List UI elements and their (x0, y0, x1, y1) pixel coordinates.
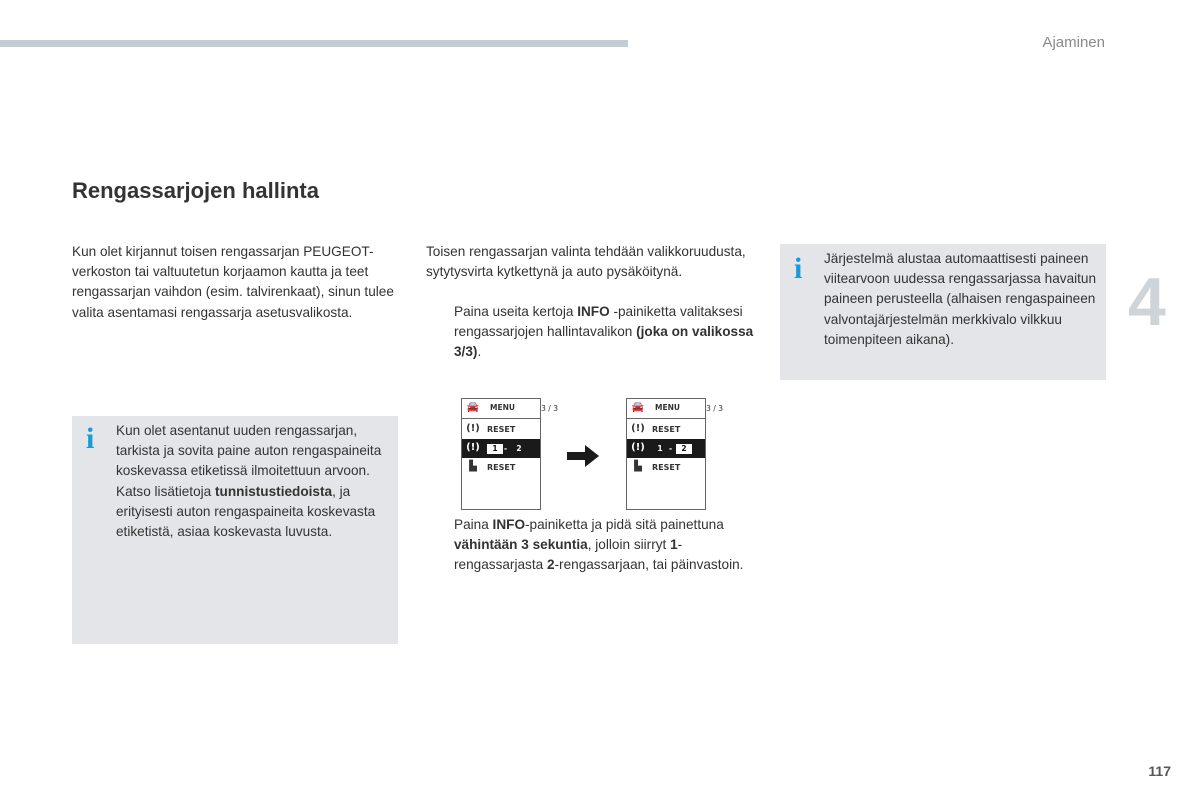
menu-row: 🚘 MENU 3 / 3 (466, 402, 558, 413)
tyre-set-row: (!) 1 - 2 (627, 439, 705, 458)
section-name: Ajaminen (1042, 34, 1105, 51)
car-icon: 🚘 (631, 402, 645, 413)
tyre-pressure-icon: (!) (631, 423, 645, 434)
header-bar (0, 40, 628, 47)
factory-icon: ▙ (469, 461, 477, 472)
tyre-pressure-icon: (!) (466, 423, 480, 434)
factory-reset-row: ▙ RESET (627, 458, 705, 477)
intro-paragraph: Kun olet kirjannut toisen rengassarjan PEUGEOT-verkoston tai valtuutetun korjaamon kautta ja teet rengassarjan vaihdon (esim. talvirenkaat), sinun tulee valita asentamasi rengassarja asetusvalikosta. (72, 244, 394, 320)
factory-icon: ▙ (634, 461, 642, 472)
selection-paragraph: Toisen rengassarjan valinta tehdään valikkoruudusta, sytytysvirta kytkettynä ja auto pysäköitynä. (426, 244, 746, 280)
reset-row: (!) RESET (631, 423, 681, 434)
tyre-set-row: (!) 1 - 2 (462, 439, 540, 458)
info-note-text: Järjestelmä alustaa automaattisesti paineen viitearvoon uudessa rengassarjassa havaitun paineen perusteella (alhaisen rengaspaineen valvontajärjestelmän merkkivalo vilkkuu toimenpiteen aikana). (824, 251, 1097, 347)
info-note-box (72, 416, 398, 644)
arrow-right-icon (567, 444, 599, 468)
chapter-number: 4 (1128, 264, 1166, 340)
tyre-pressure-icon: (!) (631, 442, 645, 453)
tyre-pressure-icon: (!) (466, 442, 480, 453)
display-screen-after (626, 398, 723, 510)
menu-row: 🚘 MENU 3 / 3 (631, 402, 723, 413)
display-screen-before (461, 398, 558, 510)
info-icon: i (794, 252, 803, 285)
instruction-step-2: Paina INFO-painiketta ja pidä sitä painettuna vähintään 3 sekuntia, jolloin siirryt 1-rengassarjasta 2-rengassarjaan, tai päinvastoin. (454, 517, 744, 573)
factory-reset-row: ▙ RESET (462, 458, 540, 477)
page-title: Rengassarjojen hallinta (72, 178, 319, 203)
instruction-step-1: Paina useita kertoja INFO -painiketta valitaksesi rengassarjojen hallintavalikon (joka on valikossa 3/3). (454, 304, 754, 360)
info-icon: i (86, 422, 95, 455)
car-icon: 🚘 (466, 402, 480, 413)
info-note-box-right (780, 244, 1106, 380)
info-note-text: Kun olet asentanut uuden rengassarjan, tarkista ja sovita paine auton rengaspaineita koskevassa etiketissä ilmoitettuun arvoon. Katso lisätietoja tunnistustiedoista, ja erityisesti auton rengaspaineita koskevasta etiketistä, asiaa koskevasta luvusta. (116, 423, 382, 540)
reset-row: (!) RESET (466, 423, 516, 434)
page-number: 117 (1148, 763, 1171, 779)
